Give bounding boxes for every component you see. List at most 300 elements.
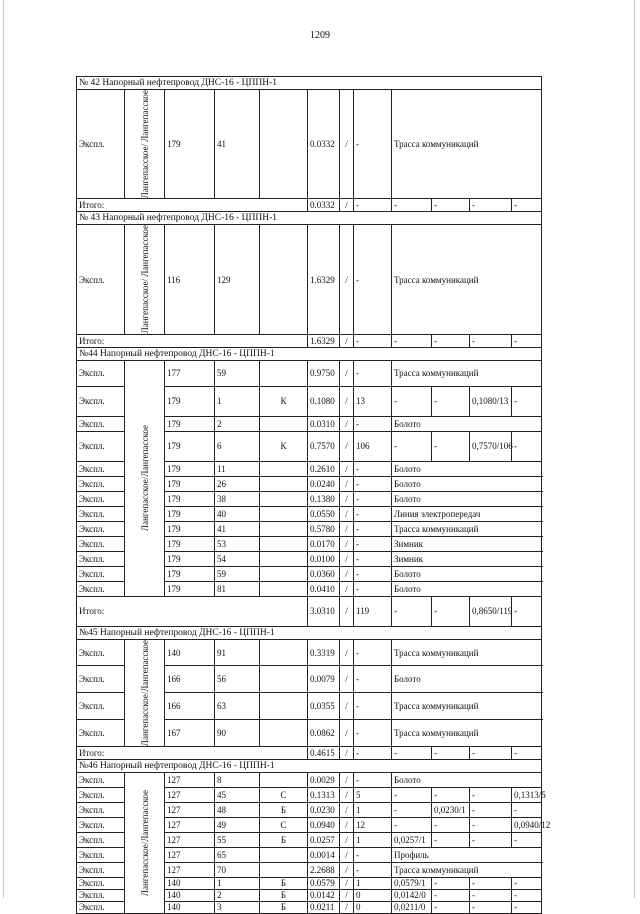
- cell-slash: /: [340, 506, 354, 521]
- cell-land-type: Зимник: [392, 536, 542, 551]
- cell-slash: /: [340, 551, 354, 566]
- total-row: [77, 334, 542, 347]
- total-value: -: [392, 746, 432, 759]
- cell-plot: 55: [215, 832, 260, 847]
- cell-value-b: 0,0230/1: [432, 802, 470, 817]
- total-value: -: [432, 334, 470, 347]
- cell-value-c: 0,1080/13: [470, 386, 512, 416]
- cell-value-d: -: [512, 431, 542, 461]
- cell-value-c: -: [470, 901, 512, 913]
- total-area: 0.0332: [308, 199, 340, 212]
- owner-cell: [125, 90, 165, 199]
- cell-value-b: -: [432, 832, 470, 847]
- table-row: [77, 225, 542, 334]
- cell-value-a: -: [392, 386, 432, 416]
- cell-category: [260, 536, 308, 551]
- cell-category: Б: [260, 877, 308, 889]
- cell-quarter: 179: [165, 566, 215, 581]
- total-value: 0,8650/119: [470, 596, 512, 626]
- total-count: -: [354, 199, 392, 212]
- cell-area: 0.3319: [308, 639, 340, 666]
- section-title: №44 Напорный нефтепровод ДНС-16 - ЦППН-1: [77, 347, 542, 360]
- cell-area: 0.0079: [308, 666, 340, 693]
- cell-status: Экспл.: [77, 476, 125, 491]
- cell-count: -: [354, 225, 392, 334]
- total-value: -: [432, 596, 470, 626]
- cell-value-b: -: [432, 431, 470, 461]
- cell-status: Экспл.: [77, 491, 125, 506]
- cell-slash: /: [340, 693, 354, 720]
- cell-quarter: 166: [165, 693, 215, 720]
- cell-quarter: 179: [165, 536, 215, 551]
- cell-category: [260, 551, 308, 566]
- cell-count: 0: [354, 901, 392, 913]
- cell-status: Экспл.: [77, 416, 125, 431]
- total-slash: /: [340, 596, 354, 626]
- cell-slash: /: [340, 581, 354, 596]
- cell-area: 0.0100: [308, 551, 340, 566]
- cell-land-type: Болото: [392, 581, 542, 596]
- cell-area: 0.1313: [308, 787, 340, 802]
- cell-category: [260, 90, 308, 199]
- cell-land-type: Болото: [392, 491, 542, 506]
- total-slash: /: [340, 199, 354, 212]
- cell-slash: /: [340, 772, 354, 787]
- total-slash: /: [340, 334, 354, 347]
- cell-area: 0.2610: [308, 461, 340, 476]
- cell-count: -: [354, 566, 392, 581]
- cell-quarter: 179: [165, 551, 215, 566]
- cell-area: 0.0332: [308, 90, 340, 199]
- cell-value-a: 0,0257/1: [392, 832, 432, 847]
- cell-land-type: Трасса коммуникаций: [392, 720, 542, 747]
- cell-area: 0.0211: [308, 901, 340, 913]
- section-header-row: [77, 77, 542, 90]
- cell-status: Экспл.: [77, 862, 125, 877]
- cell-value-d: -: [512, 832, 542, 847]
- total-row: [77, 596, 542, 626]
- cell-area: 0.0862: [308, 720, 340, 747]
- cell-area: 0.1380: [308, 491, 340, 506]
- total-count: 119: [354, 596, 392, 626]
- total-area: 0.4615: [308, 746, 340, 759]
- cell-plot: 6: [215, 431, 260, 461]
- cell-land-type: Болото: [392, 416, 542, 431]
- cell-land-type: Трасса коммуникаций: [392, 360, 542, 386]
- cell-status: Экспл.: [77, 787, 125, 802]
- cell-value-a: 0,0579/1: [392, 877, 432, 889]
- cell-quarter: 166: [165, 666, 215, 693]
- section-title: №45 Напорный нефтепровод ДНС-16 - ЦППН-1: [77, 626, 542, 639]
- cell-status: Экспл.: [77, 506, 125, 521]
- cell-area: 0.5780: [308, 521, 340, 536]
- cell-category: [260, 476, 308, 491]
- cell-area: 0.0310: [308, 416, 340, 431]
- cell-slash: /: [340, 431, 354, 461]
- cell-status: Экспл.: [77, 693, 125, 720]
- cell-status: Экспл.: [77, 901, 125, 913]
- cell-slash: /: [340, 862, 354, 877]
- cell-slash: /: [340, 889, 354, 901]
- cell-value-b: -: [432, 889, 470, 901]
- owner-label: Лангепасское/Лангепасское: [139, 639, 150, 746]
- cell-land-type: Трасса коммуникаций: [392, 693, 542, 720]
- cell-plot: 53: [215, 536, 260, 551]
- cell-plot: 91: [215, 639, 260, 666]
- cell-plot: 81: [215, 581, 260, 596]
- cell-slash: /: [340, 386, 354, 416]
- cell-land-type: Болото: [392, 772, 542, 787]
- cell-slash: /: [340, 416, 354, 431]
- cell-status: Экспл.: [77, 847, 125, 862]
- cell-category: [260, 772, 308, 787]
- cell-slash: /: [340, 491, 354, 506]
- cell-area: 0.0940: [308, 817, 340, 832]
- cell-value-d: -: [512, 877, 542, 889]
- cell-plot: 38: [215, 491, 260, 506]
- cell-status: Экспл.: [77, 817, 125, 832]
- cell-status: Экспл.: [77, 225, 125, 334]
- cell-slash: /: [340, 521, 354, 536]
- section-title: № 42 Напорный нефтепровод ДНС-16 - ЦППН-1: [77, 77, 542, 90]
- cell-slash: /: [340, 461, 354, 476]
- cell-status: Экспл.: [77, 889, 125, 901]
- owner-label: Лангепасское/ Лангепасское: [139, 90, 150, 199]
- total-label: Итого:: [77, 334, 308, 347]
- cell-status: Экспл.: [77, 431, 125, 461]
- cell-quarter: 127: [165, 817, 215, 832]
- cell-category: С: [260, 787, 308, 802]
- cell-land-type: Трасса коммуникаций: [392, 90, 542, 199]
- cell-count: 106: [354, 431, 392, 461]
- cell-count: 12: [354, 817, 392, 832]
- cell-plot: 26: [215, 476, 260, 491]
- cell-quarter: 127: [165, 787, 215, 802]
- cell-plot: 48: [215, 802, 260, 817]
- cell-land-type: Болото: [392, 666, 542, 693]
- total-value: -: [392, 199, 432, 212]
- cell-quarter: 179: [165, 90, 215, 199]
- cell-count: -: [354, 551, 392, 566]
- cell-status: Экспл.: [77, 832, 125, 847]
- cell-status: Экспл.: [77, 666, 125, 693]
- cell-plot: 63: [215, 693, 260, 720]
- cell-land-type: Линия электропередач: [392, 506, 542, 521]
- cell-value-a: -: [392, 802, 432, 817]
- cell-plot: 2: [215, 416, 260, 431]
- cell-quarter: 127: [165, 847, 215, 862]
- section-title: №46 Напорный нефтепровод ДНС-16 - ЦППН-1: [77, 759, 542, 772]
- cell-quarter: 167: [165, 720, 215, 747]
- total-label: Итого:: [77, 746, 308, 759]
- cell-count: -: [354, 416, 392, 431]
- section-title: № 43 Напорный нефтепровод ДНС-16 - ЦППН-1: [77, 212, 542, 225]
- cell-quarter: 179: [165, 461, 215, 476]
- cell-status: Экспл.: [77, 639, 125, 666]
- cell-count: -: [354, 90, 392, 199]
- cell-value-a: -: [392, 431, 432, 461]
- cell-status: Экспл.: [77, 877, 125, 889]
- cell-count: 1: [354, 832, 392, 847]
- land-plots-table: [76, 76, 551, 914]
- cell-slash: /: [340, 536, 354, 551]
- cell-category: Б: [260, 901, 308, 913]
- owner-label: Лангепасское/Лангепасское: [139, 789, 150, 896]
- section-header-row: [77, 212, 542, 225]
- cell-quarter: 179: [165, 416, 215, 431]
- cell-slash: /: [340, 832, 354, 847]
- cell-plot: 54: [215, 551, 260, 566]
- cell-area: 0.0579: [308, 877, 340, 889]
- section-header-row: [77, 759, 542, 772]
- cell-slash: /: [340, 847, 354, 862]
- cell-count: -: [354, 461, 392, 476]
- cell-plot: 40: [215, 506, 260, 521]
- cell-area: 0.0257: [308, 832, 340, 847]
- cell-status: Экспл.: [77, 90, 125, 199]
- cell-slash: /: [340, 666, 354, 693]
- cell-value-b: -: [432, 901, 470, 913]
- section-header-row: [77, 626, 542, 639]
- cell-slash: /: [340, 720, 354, 747]
- total-value: -: [512, 334, 542, 347]
- cell-status: Экспл.: [77, 360, 125, 386]
- cell-quarter: 179: [165, 431, 215, 461]
- cell-value-c: 0,7570/106: [470, 431, 512, 461]
- cell-value-c: -: [470, 877, 512, 889]
- cell-area: 0.0170: [308, 536, 340, 551]
- cell-value-c: -: [470, 817, 512, 832]
- cell-count: 0: [354, 889, 392, 901]
- total-row: [77, 199, 542, 212]
- cell-land-type: Трасса коммуникаций: [392, 225, 542, 334]
- cell-quarter: 179: [165, 521, 215, 536]
- cell-land-type: Болото: [392, 461, 542, 476]
- cell-slash: /: [340, 877, 354, 889]
- cell-value-a: 0,0211/0: [392, 901, 432, 913]
- cell-plot: 59: [215, 566, 260, 581]
- cell-area: 0.0355: [308, 693, 340, 720]
- cell-value-d: 0,1313/5: [512, 787, 542, 802]
- cell-plot: 56: [215, 666, 260, 693]
- cell-value-a: -: [392, 817, 432, 832]
- cell-value-b: -: [432, 787, 470, 802]
- cell-status: Экспл.: [77, 461, 125, 476]
- total-value: -: [512, 199, 542, 212]
- cell-area: 0.7570: [308, 431, 340, 461]
- total-value: -: [470, 199, 512, 212]
- cell-count: -: [354, 581, 392, 596]
- cell-value-a: -: [392, 787, 432, 802]
- cell-value-d: -: [512, 386, 542, 416]
- cell-category: Б: [260, 889, 308, 901]
- cell-category: [260, 491, 308, 506]
- cell-count: 5: [354, 787, 392, 802]
- cell-quarter: 179: [165, 476, 215, 491]
- cell-quarter: 140: [165, 877, 215, 889]
- cell-category: [260, 461, 308, 476]
- cell-count: -: [354, 491, 392, 506]
- cell-status: Экспл.: [77, 551, 125, 566]
- cell-count: 1: [354, 877, 392, 889]
- cell-land-type: Трасса коммуникаций: [392, 639, 542, 666]
- cell-value-c: -: [470, 889, 512, 901]
- cell-category: [260, 581, 308, 596]
- cell-plot: 70: [215, 862, 260, 877]
- cell-land-type: Профиль: [392, 847, 542, 862]
- cell-land-type: Трасса коммуникаций: [392, 862, 542, 877]
- cell-slash: /: [340, 639, 354, 666]
- cell-quarter: 127: [165, 832, 215, 847]
- cell-area: 1.6329: [308, 225, 340, 334]
- cell-value-d: -: [512, 889, 542, 901]
- cell-status: Экспл.: [77, 521, 125, 536]
- page-number: 1209: [310, 30, 330, 41]
- cell-plot: 59: [215, 360, 260, 386]
- cell-count: -: [354, 639, 392, 666]
- cell-land-type: Зимник: [392, 551, 542, 566]
- scan-left-edge: [3, 0, 4, 898]
- cell-count: -: [354, 521, 392, 536]
- cell-category: [260, 862, 308, 877]
- cell-status: Экспл.: [77, 386, 125, 416]
- cell-count: 1: [354, 802, 392, 817]
- cell-category: К: [260, 386, 308, 416]
- cell-plot: 1: [215, 877, 260, 889]
- cell-quarter: 140: [165, 901, 215, 913]
- cell-area: 2.2688: [308, 862, 340, 877]
- cell-count: -: [354, 506, 392, 521]
- cell-quarter: 140: [165, 889, 215, 901]
- cell-area: 0.9750: [308, 360, 340, 386]
- cell-category: Б: [260, 802, 308, 817]
- cell-slash: /: [340, 360, 354, 386]
- cell-area: 0.0014: [308, 847, 340, 862]
- cell-plot: 41: [215, 90, 260, 199]
- total-value: -: [470, 334, 512, 347]
- owner-label: Лангепасское/ Лангепасское: [139, 225, 150, 334]
- cell-category: [260, 521, 308, 536]
- cell-category: [260, 693, 308, 720]
- table-row: [77, 90, 542, 199]
- cell-category: [260, 720, 308, 747]
- cell-slash: /: [340, 225, 354, 334]
- cell-value-b: -: [432, 877, 470, 889]
- cell-plot: 1: [215, 386, 260, 416]
- cell-plot: 11: [215, 461, 260, 476]
- cell-value-b: -: [432, 817, 470, 832]
- cell-area: 0.0240: [308, 476, 340, 491]
- cell-value-c: -: [470, 832, 512, 847]
- cell-plot: 49: [215, 817, 260, 832]
- cell-plot: 41: [215, 521, 260, 536]
- cell-category: [260, 506, 308, 521]
- cell-value-b: -: [432, 386, 470, 416]
- table-row: [77, 772, 542, 787]
- cell-category: С: [260, 817, 308, 832]
- cell-quarter: 179: [165, 386, 215, 416]
- total-label: Итого:: [77, 199, 308, 212]
- scan-right-edge: [634, 0, 635, 898]
- cell-land-type: Болото: [392, 566, 542, 581]
- cell-quarter: 116: [165, 225, 215, 334]
- cell-area: 0.0410: [308, 581, 340, 596]
- cell-status: Экспл.: [77, 536, 125, 551]
- cell-count: -: [354, 476, 392, 491]
- cell-status: Экспл.: [77, 802, 125, 817]
- cell-quarter: 127: [165, 772, 215, 787]
- cell-category: [260, 666, 308, 693]
- cell-area: 0.1080: [308, 386, 340, 416]
- cell-count: -: [354, 720, 392, 747]
- cell-plot: 2: [215, 889, 260, 901]
- total-row: [77, 746, 542, 759]
- cell-status: Экспл.: [77, 566, 125, 581]
- cell-category: [260, 416, 308, 431]
- cell-category: Б: [260, 832, 308, 847]
- owner-cell: [125, 639, 165, 746]
- table-row: [77, 360, 542, 386]
- cell-slash: /: [340, 901, 354, 913]
- total-label: Итого:: [77, 596, 308, 626]
- cell-category: [260, 639, 308, 666]
- owner-cell: [125, 360, 165, 596]
- cell-value-d: -: [512, 802, 542, 817]
- total-value: -: [512, 596, 542, 626]
- cell-count: -: [354, 693, 392, 720]
- owner-cell: [125, 772, 165, 913]
- cell-area: 0.0142: [308, 889, 340, 901]
- cell-plot: 8: [215, 772, 260, 787]
- cell-area: 0.0029: [308, 772, 340, 787]
- cell-plot: 65: [215, 847, 260, 862]
- cell-area: 0.0230: [308, 802, 340, 817]
- cell-value-d: -: [512, 901, 542, 913]
- cell-count: 13: [354, 386, 392, 416]
- cell-plot: 3: [215, 901, 260, 913]
- cell-quarter: 127: [165, 802, 215, 817]
- cell-land-type: Трасса коммуникаций: [392, 521, 542, 536]
- cell-category: К: [260, 431, 308, 461]
- cell-count: -: [354, 847, 392, 862]
- cell-slash: /: [340, 90, 354, 199]
- total-value: -: [392, 596, 432, 626]
- cell-quarter: 177: [165, 360, 215, 386]
- total-value: -: [432, 746, 470, 759]
- section-header-row: [77, 347, 542, 360]
- cell-quarter: 179: [165, 581, 215, 596]
- total-value: -: [512, 746, 542, 759]
- table-row: [77, 639, 542, 666]
- cell-value-a: 0,0142/0: [392, 889, 432, 901]
- cell-category: [260, 360, 308, 386]
- cell-value-c: -: [470, 787, 512, 802]
- total-area: 3.0310: [308, 596, 340, 626]
- document-body: [76, 76, 551, 914]
- cell-count: -: [354, 536, 392, 551]
- cell-plot: 45: [215, 787, 260, 802]
- total-count: -: [354, 746, 392, 759]
- total-value: -: [392, 334, 432, 347]
- cell-status: Экспл.: [77, 720, 125, 747]
- cell-category: [260, 566, 308, 581]
- cell-plot: 90: [215, 720, 260, 747]
- total-value: -: [470, 746, 512, 759]
- cell-category: [260, 225, 308, 334]
- cell-land-type: Болото: [392, 476, 542, 491]
- cell-count: -: [354, 772, 392, 787]
- total-slash: /: [340, 746, 354, 759]
